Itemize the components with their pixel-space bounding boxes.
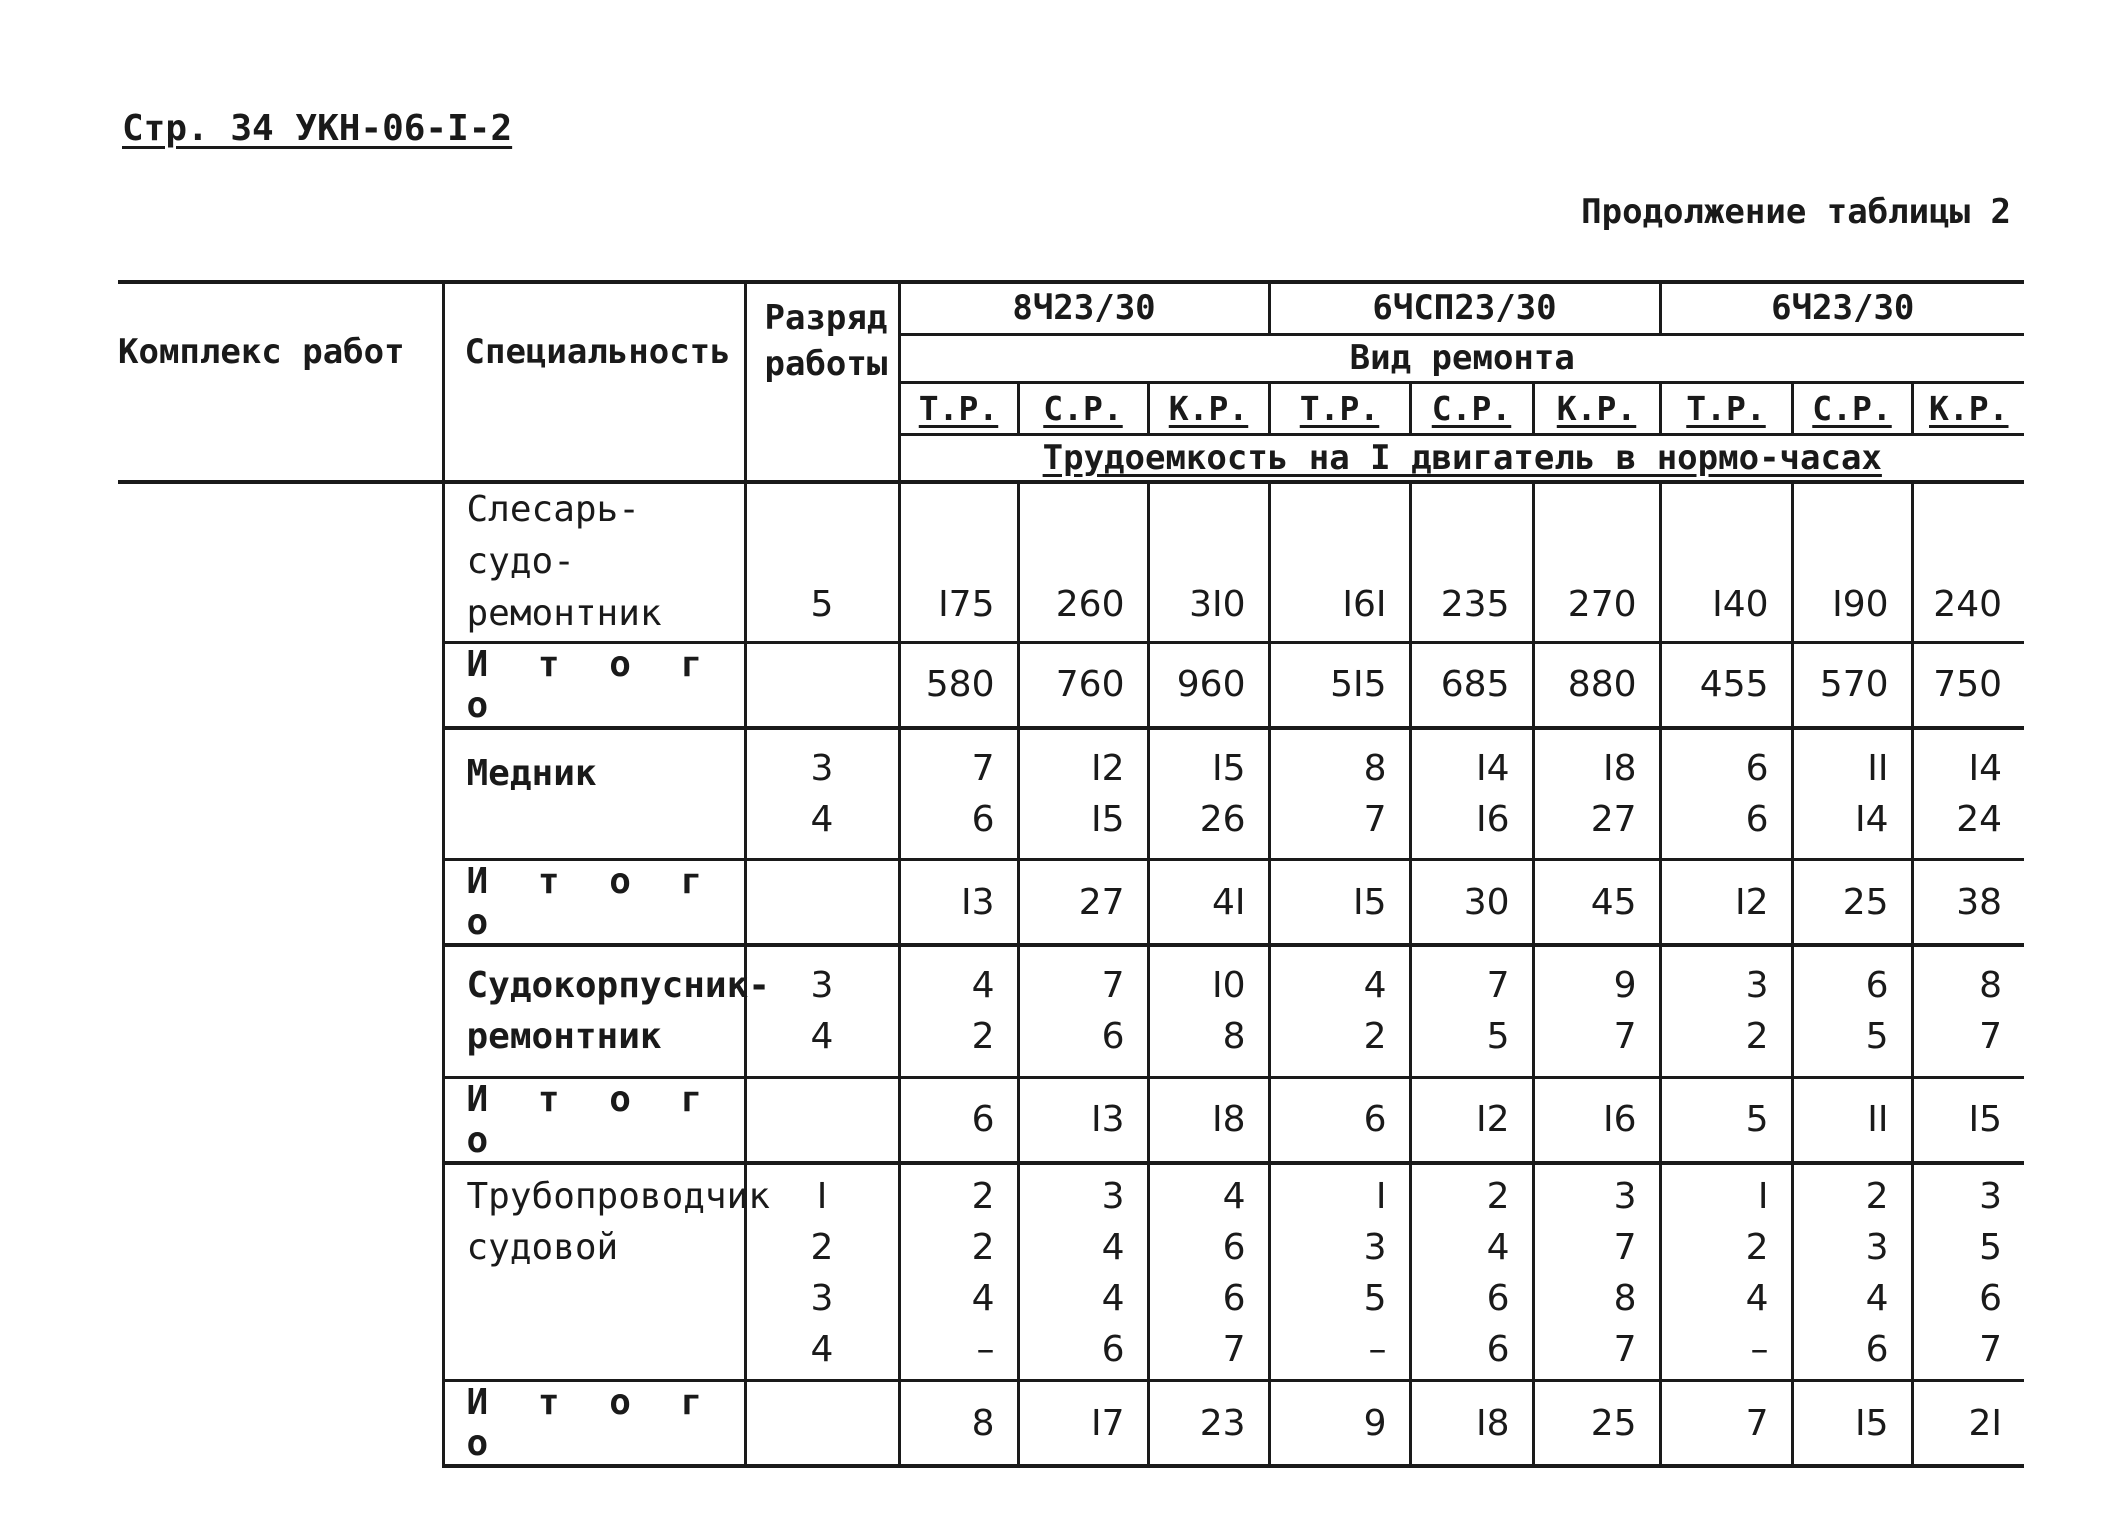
value: 6	[1101, 1016, 1125, 1058]
value: I	[1757, 1175, 1769, 1217]
total-value: 880	[1533, 642, 1660, 728]
header-grade: Разряд работы	[745, 282, 899, 482]
value: I5	[1211, 747, 1246, 789]
value: 6	[1745, 747, 1769, 789]
total-value: 5	[1660, 1077, 1792, 1163]
value: 8	[1222, 1016, 1246, 1058]
specialty-cell	[443, 945, 770, 1077]
value: 6	[1979, 1277, 2003, 1319]
total-value: 6	[899, 1077, 1018, 1163]
value-cell	[1018, 1163, 1148, 1381]
grade-cell	[745, 642, 899, 728]
value: 3	[1101, 1175, 1125, 1217]
value-cell	[1410, 728, 1533, 860]
grade-value: 4	[810, 1016, 834, 1058]
value: 24	[1956, 798, 2003, 840]
value: II	[1867, 747, 1889, 789]
specialty-cell	[443, 728, 745, 860]
value: I	[1375, 1175, 1387, 1217]
complex-cell	[118, 482, 443, 1466]
value: 2	[1745, 1226, 1769, 1268]
header-repair-type-sr: С.Р.	[1410, 382, 1533, 434]
value-cell: I6I	[1269, 482, 1410, 642]
value: 7	[1363, 798, 1387, 840]
value: 26	[1199, 798, 1246, 840]
value: 3	[1745, 965, 1769, 1007]
value: I6	[1475, 798, 1510, 840]
value-cell	[1660, 1163, 1792, 1381]
value: –	[1750, 1328, 1769, 1370]
value: 6	[1222, 1226, 1246, 1268]
specialty-line: Слесарь-судо-	[466, 489, 640, 583]
value: 4	[1363, 965, 1387, 1007]
value: 7	[1486, 965, 1510, 1007]
total-value: I3	[899, 860, 1018, 946]
value: 2	[971, 1175, 995, 1217]
value: 4	[971, 965, 995, 1007]
value-cell	[1660, 945, 1792, 1077]
value: 8	[1363, 747, 1387, 789]
specialty-line: Медник	[466, 752, 597, 794]
value: 6	[1865, 965, 1889, 1007]
header-engine-3: 6Ч23/30	[1660, 282, 2024, 334]
value: 4	[971, 1277, 995, 1319]
value: –	[1368, 1328, 1387, 1370]
value-cell	[1792, 728, 1912, 860]
value-cell	[1912, 945, 2024, 1077]
total-label: И т о г о	[443, 1077, 745, 1163]
specialty-line: ремонтник	[466, 593, 662, 635]
total-value: 750	[1912, 642, 2024, 728]
table-row	[118, 482, 2024, 642]
labor-table	[118, 280, 2024, 1468]
value-cell	[1533, 945, 1660, 1077]
header-repair-type-tr: Т.Р.	[1269, 382, 1410, 434]
grade-cell	[745, 1077, 899, 1163]
value: 4	[1745, 1277, 1769, 1319]
value: I0	[1211, 965, 1246, 1007]
header-engine-1: 8Ч23/30	[899, 282, 1269, 334]
value-cell	[1148, 1163, 1269, 1381]
value: 7	[1613, 1226, 1637, 1268]
value-cell	[1148, 945, 1269, 1077]
total-value: 8	[899, 1381, 1018, 1467]
value: 5	[1979, 1226, 2003, 1268]
total-value: 25	[1533, 1381, 1660, 1467]
specialty-cell	[443, 482, 745, 642]
value: 2	[971, 1226, 995, 1268]
total-value: I8	[1148, 1077, 1269, 1163]
specialty-line: ремонтник	[466, 1016, 662, 1058]
total-value: 9	[1269, 1381, 1410, 1467]
value-cell	[1410, 945, 1533, 1077]
value: 4	[1101, 1277, 1125, 1319]
total-value: 25	[1792, 860, 1912, 946]
total-value: 27	[1018, 860, 1148, 946]
grade-cell: 5	[745, 482, 899, 642]
value: 4	[1486, 1226, 1510, 1268]
value: 7	[971, 747, 995, 789]
value: 6	[1745, 798, 1769, 840]
header-repair-type-kr: К.Р.	[1148, 382, 1269, 434]
total-value: 580	[899, 642, 1018, 728]
value: I8	[1602, 747, 1637, 789]
total-value: 455	[1660, 642, 1792, 728]
total-value: I2	[1660, 860, 1792, 946]
value: 6	[971, 798, 995, 840]
value-cell	[1018, 945, 1148, 1077]
header-labor-note: Трудоемкость на I двигатель в нормо-часах	[899, 434, 2024, 482]
grade-cell	[745, 1381, 899, 1467]
value: 6	[1486, 1277, 1510, 1319]
total-value: 960	[1148, 642, 1269, 728]
total-value: 7	[1660, 1381, 1792, 1467]
value: 4	[1222, 1175, 1246, 1217]
total-value: 38	[1912, 860, 2024, 946]
value-cell: I40	[1660, 482, 1792, 642]
value: 8	[1613, 1277, 1637, 1319]
total-value: I5	[1792, 1381, 1912, 1467]
value: 5	[1486, 1016, 1510, 1058]
page-header: Стр. 34 УКН-06-I-2	[122, 108, 513, 149]
value: 6	[1101, 1328, 1125, 1370]
total-value: 5I5	[1269, 642, 1410, 728]
header-repair-type-tr: Т.Р.	[1660, 382, 1792, 434]
value-cell	[1269, 1163, 1410, 1381]
header-repair-type-tr: Т.Р.	[899, 382, 1018, 434]
total-label: И т о г о	[443, 642, 745, 728]
value: 27	[1590, 798, 1637, 840]
value: 2	[1865, 1175, 1889, 1217]
value-cell	[1912, 1163, 2024, 1381]
total-value: 760	[1018, 642, 1148, 728]
header-repair-type-kr: К.Р.	[1533, 382, 1660, 434]
total-label: И т о г о	[443, 860, 745, 946]
value: 6	[1222, 1277, 1246, 1319]
grade-cell	[745, 728, 899, 860]
value: 2	[971, 1016, 995, 1058]
value: 2	[1486, 1175, 1510, 1217]
value-cell	[1269, 945, 1410, 1077]
value-cell: 235	[1410, 482, 1533, 642]
grade-value: 3	[810, 1277, 834, 1319]
value: 9	[1613, 965, 1637, 1007]
value-cell: I90	[1792, 482, 1912, 642]
value-cell	[1148, 728, 1269, 860]
total-value: 30	[1410, 860, 1533, 946]
value: 7	[1979, 1328, 2003, 1370]
header-specialty: Специальность	[443, 282, 745, 482]
value: 6	[1865, 1328, 1889, 1370]
total-value: I5	[1269, 860, 1410, 946]
value: I4	[1968, 747, 2003, 789]
header-repair-type-sr: С.Р.	[1792, 382, 1912, 434]
grade-value: 3	[810, 747, 834, 789]
value: 4	[1865, 1277, 1889, 1319]
total-value: 45	[1533, 860, 1660, 946]
value-cell: 240	[1912, 482, 2024, 642]
total-value: 23	[1148, 1381, 1269, 1467]
value-cell	[1269, 728, 1410, 860]
value-cell	[1533, 1163, 1660, 1381]
total-value: 6	[1269, 1077, 1410, 1163]
header-engine-2: 6ЧСП23/30	[1269, 282, 1660, 334]
value: I4	[1854, 798, 1889, 840]
value: 7	[1101, 965, 1125, 1007]
value: 6	[1486, 1328, 1510, 1370]
grade-value: I	[816, 1175, 828, 1217]
value: 3	[1979, 1175, 2003, 1217]
value: I2	[1090, 747, 1125, 789]
value-cell	[1912, 728, 2024, 860]
header-complex: Комплекс работ	[118, 282, 443, 482]
total-value: 685	[1410, 642, 1533, 728]
grade-value: 4	[810, 1328, 834, 1370]
value: 7	[1222, 1328, 1246, 1370]
total-value: I8	[1410, 1381, 1533, 1467]
total-value: I3	[1018, 1077, 1148, 1163]
total-value: I6	[1533, 1077, 1660, 1163]
value-cell	[899, 728, 1018, 860]
specialty-line: Судокорпусник-	[466, 965, 770, 1007]
value: 5	[1363, 1277, 1387, 1319]
total-value: I5	[1912, 1077, 2024, 1163]
table-continuation-title: Продолжение таблицы 2	[1581, 192, 2011, 232]
value: 3	[1363, 1226, 1387, 1268]
header-repair-type-kr: К.Р.	[1912, 382, 2024, 434]
value-cell	[899, 945, 1018, 1077]
value: I4	[1475, 747, 1510, 789]
total-value: 4I	[1148, 860, 1269, 946]
value: –	[976, 1328, 995, 1370]
value-cell: I75	[899, 482, 1018, 642]
value: 3	[1613, 1175, 1637, 1217]
grade-value: 4	[810, 798, 834, 840]
specialty-cell	[443, 1163, 770, 1381]
value-cell	[1410, 1163, 1533, 1381]
value: 3	[1865, 1226, 1889, 1268]
specialty-line: Трубопроводчик	[466, 1175, 770, 1217]
total-value: 2I	[1912, 1381, 2024, 1467]
specialty-line: судовой	[466, 1226, 619, 1268]
header-repair-kind: Вид ремонта	[899, 334, 2024, 382]
total-value: I7	[1018, 1381, 1148, 1467]
value: 7	[1613, 1328, 1637, 1370]
total-value: II	[1792, 1077, 1912, 1163]
value-cell	[1792, 1163, 1912, 1381]
value-cell	[1533, 728, 1660, 860]
grade-cell	[745, 860, 899, 946]
total-label: И т о г о	[443, 1381, 745, 1467]
value-cell	[1660, 728, 1792, 860]
header-repair-type-sr: С.Р.	[1018, 382, 1148, 434]
value-cell: 270	[1533, 482, 1660, 642]
value: 7	[1613, 1016, 1637, 1058]
value-cell	[899, 1163, 1018, 1381]
total-value: I2	[1410, 1077, 1533, 1163]
value-cell: 3I0	[1148, 482, 1269, 642]
total-value: 570	[1792, 642, 1912, 728]
value: 2	[1745, 1016, 1769, 1058]
value-cell	[1792, 945, 1912, 1077]
grade-value: 2	[810, 1226, 834, 1268]
value: I5	[1090, 798, 1125, 840]
value: 7	[1979, 1016, 2003, 1058]
header-row-engines	[118, 282, 2024, 334]
value-cell	[1018, 728, 1148, 860]
value: 5	[1865, 1016, 1889, 1058]
value-cell: 260	[1018, 482, 1148, 642]
grade-value: 3	[810, 965, 834, 1007]
value: 4	[1101, 1226, 1125, 1268]
value: 2	[1363, 1016, 1387, 1058]
value: 8	[1979, 965, 2003, 1007]
